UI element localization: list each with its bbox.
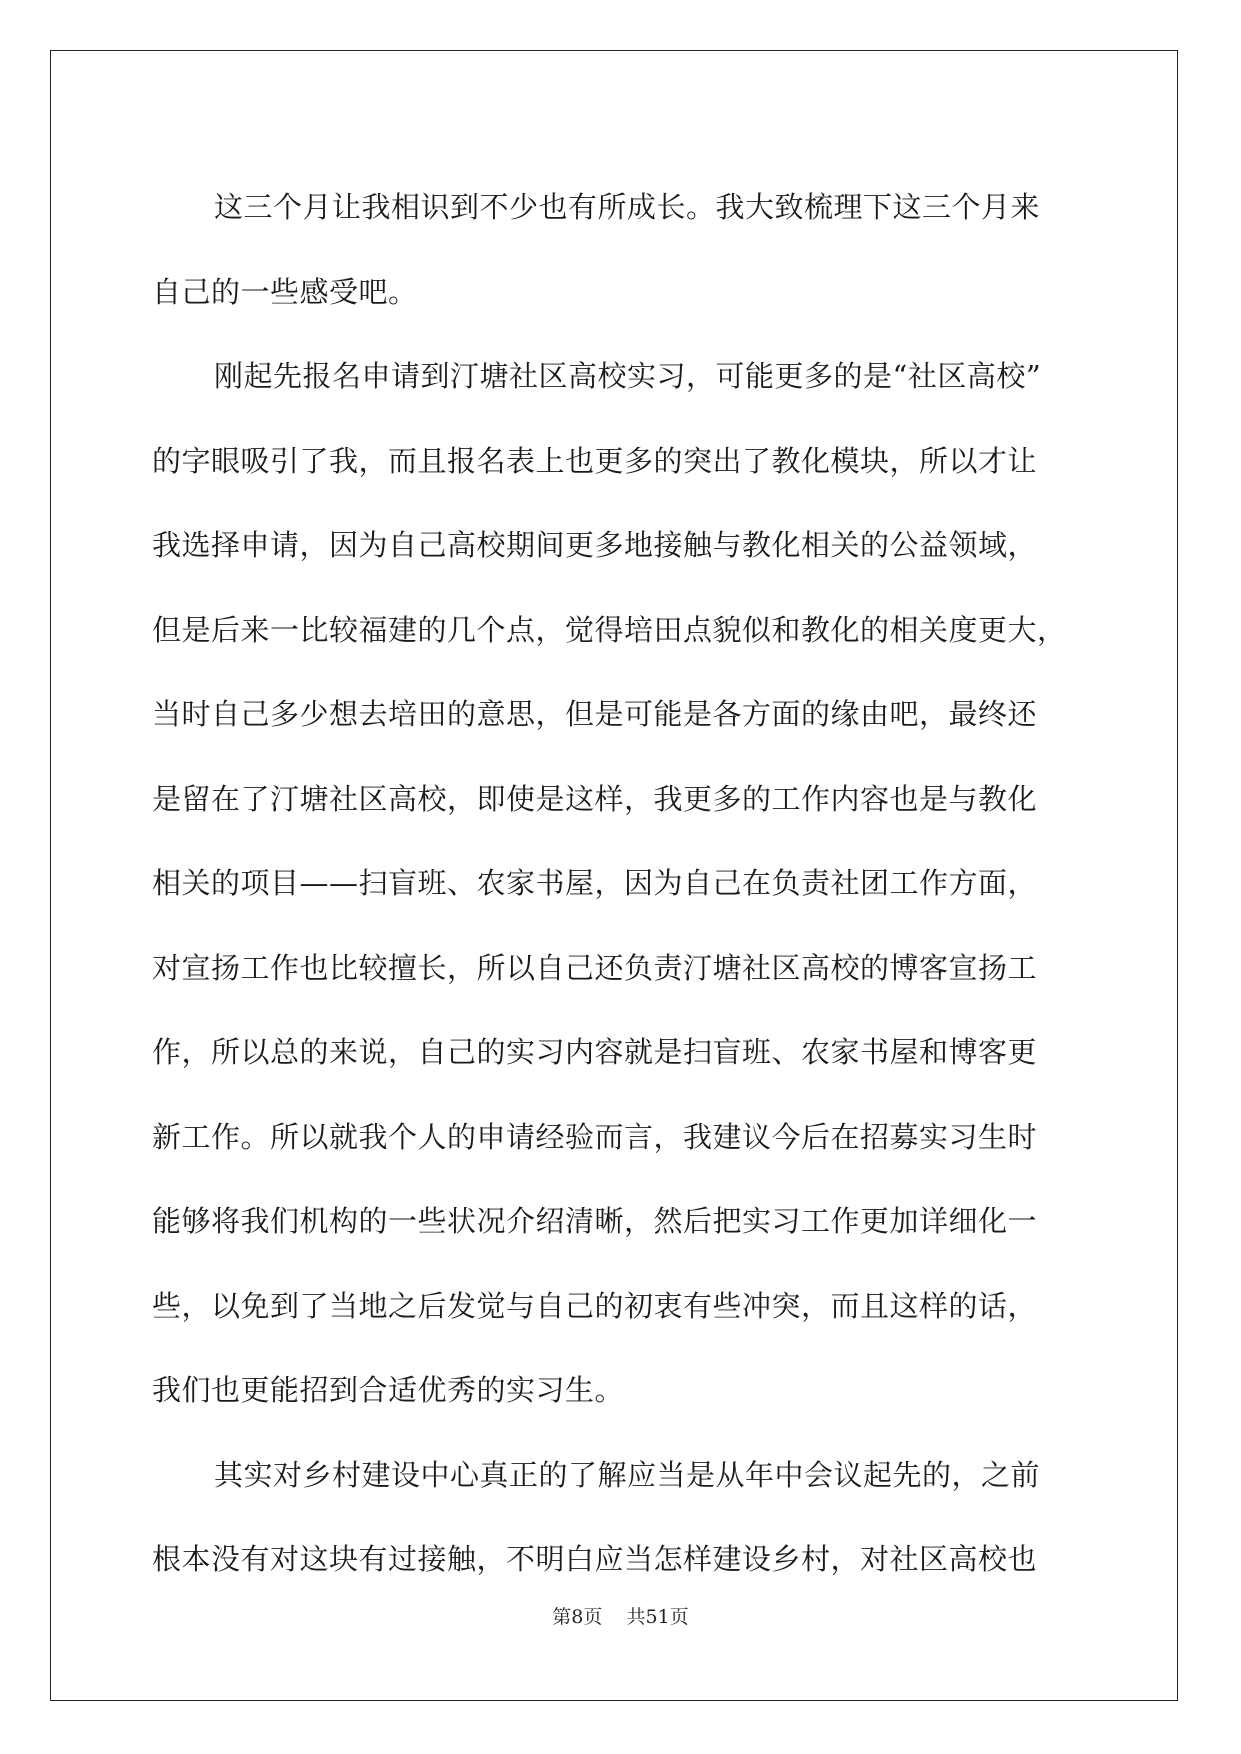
text-line: 根本没有对这块有过接触，不明白应当怎样建设乡村，对社区高校也 bbox=[152, 1542, 1038, 1576]
page-total: 共51页 bbox=[626, 1606, 689, 1628]
text-line: 其实对乡村建设中心真正的了解应当是从年中会议起先的，之前 bbox=[214, 1457, 1041, 1492]
text-line: 相关的项目——扫盲班、农家书屋，因为自己在负责社团工作方面， bbox=[152, 866, 1038, 900]
text-line: 但是后来一比较福建的几个点，觉得培田点貌似和教化的相关度更大， bbox=[152, 612, 1067, 647]
text-line: 这三个月让我相识到不少也有所成长。我大致梳理下这三个月来 bbox=[214, 190, 1041, 224]
text-line: 作，所以总的来说，自己的实习内容就是扫盲班、农家书屋和博客更 bbox=[152, 1035, 1038, 1069]
page-footer bbox=[0, 1602, 1241, 1629]
text-line: 是留在了汀塘社区高校，即使是这样，我更多的工作内容也是与教化 bbox=[152, 781, 1038, 816]
text-line: 刚起先报名申请到汀塘社区高校实习，可能更多的是“社区高校” bbox=[214, 359, 1042, 393]
text-line: 能够将我们机构的一些状况介绍清晰，然后把实习工作更加详细化一 bbox=[152, 1204, 1038, 1238]
text-line: 新工作。所以就我个人的申请经验而言，我建议今后在招募实习生时 bbox=[152, 1119, 1038, 1154]
text-line: 我们也更能招到合适优秀的实习生。 bbox=[152, 1373, 625, 1407]
text-line: 自己的一些感受吧。 bbox=[152, 274, 418, 309]
text-line: 我选择申请，因为自己高校期间更多地接触与教化相关的公益领域， bbox=[152, 528, 1038, 562]
text-line: 些，以免到了当地之后发觉与自己的初衷有些冲突，而且这样的话， bbox=[152, 1288, 1038, 1323]
text-line: 当时自己多少想去培田的意思，但是可能是各方面的缘由吧，最终还 bbox=[152, 697, 1038, 731]
text-line: 的字眼吸引了我，而且报名表上也更多的突出了教化模块，所以才让 bbox=[152, 443, 1038, 478]
text-line: 对宣扬工作也比较擅长，所以自己还负责汀塘社区高校的博客宣扬工 bbox=[152, 950, 1038, 985]
document-body bbox=[152, 165, 1087, 1602]
page-number: 第8页 bbox=[552, 1606, 603, 1628]
